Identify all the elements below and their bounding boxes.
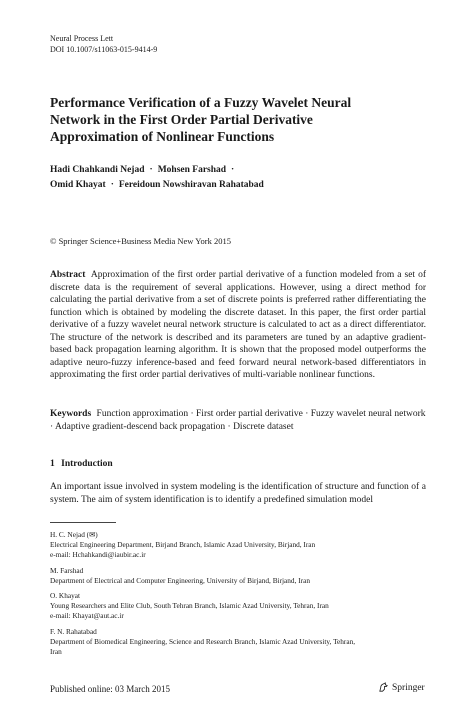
- footnote-divider: [50, 522, 116, 523]
- abstract: [50, 269, 426, 382]
- paper-title: [50, 94, 430, 145]
- journal-doi: DOI 10.1007/s11063-015-9414-9: [50, 44, 158, 54]
- section-number: 1: [50, 459, 55, 469]
- section-title: Introduction: [61, 459, 113, 469]
- affiliation-email[interactable]: e-mail: Khayat@aut.ac.ir: [50, 611, 124, 621]
- author-separator: ·: [110, 180, 114, 190]
- introduction-text: An important issue involved in system modeling is the identification of structure and function of a system. The aim of system identification is to identify a predefined simulation model: [50, 482, 426, 505]
- keywords-label: Keywords: [50, 409, 92, 419]
- author-affiliations: [50, 530, 426, 662]
- affiliation-line: Department of Biomedical Engineering, Science and Research Branch, Islamic Azad University, Tehran,: [50, 636, 356, 646]
- author-separator: ·: [231, 165, 235, 175]
- affiliation-line: Department of Electrical and Computer Engineering, University of Birjand, Birjand, Iran: [50, 575, 310, 585]
- affiliation-email[interactable]: e-mail: Hchahkandi@iaubir.ac.ir: [50, 550, 146, 560]
- publisher-name: Springer: [392, 682, 425, 693]
- title-line-2: Network in the First Order Partial Derivative: [50, 112, 313, 127]
- title-line-3: Approximation of Nonlinear Functions: [50, 129, 275, 144]
- author-name: Mohsen Farshad: [157, 165, 227, 175]
- affiliation-name: F. N. Rahatabad: [50, 626, 97, 636]
- author-separator: ·: [149, 165, 153, 175]
- affiliation-name: H. C. Nejad (✉): [50, 530, 98, 539]
- title-line-1: Performance Verification of a Fuzzy Wavelet Neural: [50, 95, 352, 110]
- abstract-label: Abstract: [50, 270, 86, 280]
- affiliation-entry: [50, 627, 426, 658]
- published-date: Published online: 03 March 2015: [50, 684, 170, 694]
- publisher-logo: [378, 682, 425, 693]
- springer-horse-icon: [378, 682, 389, 693]
- copyright-notice: © Springer Science+Business Media New York 2015: [50, 236, 231, 246]
- author-list: [50, 163, 430, 193]
- abstract-text: Approximation of the first order partial derivative of a function modeled from a set of discrete data is the requirement of several applications. However, using a direct method for calculating the partial derivative from a set of discrete points is preferred rather differentiating the function which is obtained by modeling the discrete dataset. In this paper, the first order partial derivative of a fuzzy wavelet neural network structure is calculated to act as a direct differentiator. The structure of the network is described and its parameters are tuned by an adaptive gradient-based back propagation learning algorithm. It is shown that the proposed model outperforms the adaptive neuro-fuzzy inference-based and feed forward neural network-based differentiators in approximating the first order partial derivatives of multi-variable nonlinear functions.: [50, 270, 426, 380]
- keywords-text: Function approximation · First order partial derivative · Fuzzy wavelet neural network · Adaptive gradient-descend back propagation · Discrete dataset: [50, 409, 426, 432]
- affiliation-entry: [50, 530, 426, 561]
- author-line-1: [50, 163, 430, 178]
- author-name: Omid Khayat: [50, 180, 106, 190]
- affiliation-entry: [50, 591, 426, 622]
- affiliation-line: Young Researchers and Elite Club, South Tehran Branch, Islamic Azad University, Tehran, Iran: [50, 601, 329, 611]
- affiliation-line: Electrical Engineering Department, Birjand Branch, Islamic Azad University, Birjand, Iran: [50, 540, 316, 550]
- affiliation-line: Iran: [50, 647, 62, 657]
- affiliation-name: M. Farshad: [50, 565, 84, 575]
- journal-name: Neural Process Lett: [50, 34, 114, 43]
- author-name: Fereidoun Nowshiravan Rahatabad: [118, 180, 264, 190]
- keywords: [50, 408, 426, 434]
- section-heading: [50, 459, 113, 469]
- author-name: Hadi Chahkandi Nejad: [50, 165, 145, 175]
- affiliation-entry: [50, 566, 426, 586]
- journal-header: [50, 34, 157, 55]
- author-line-2: [50, 178, 430, 193]
- affiliation-name: O. Khayat: [50, 591, 80, 601]
